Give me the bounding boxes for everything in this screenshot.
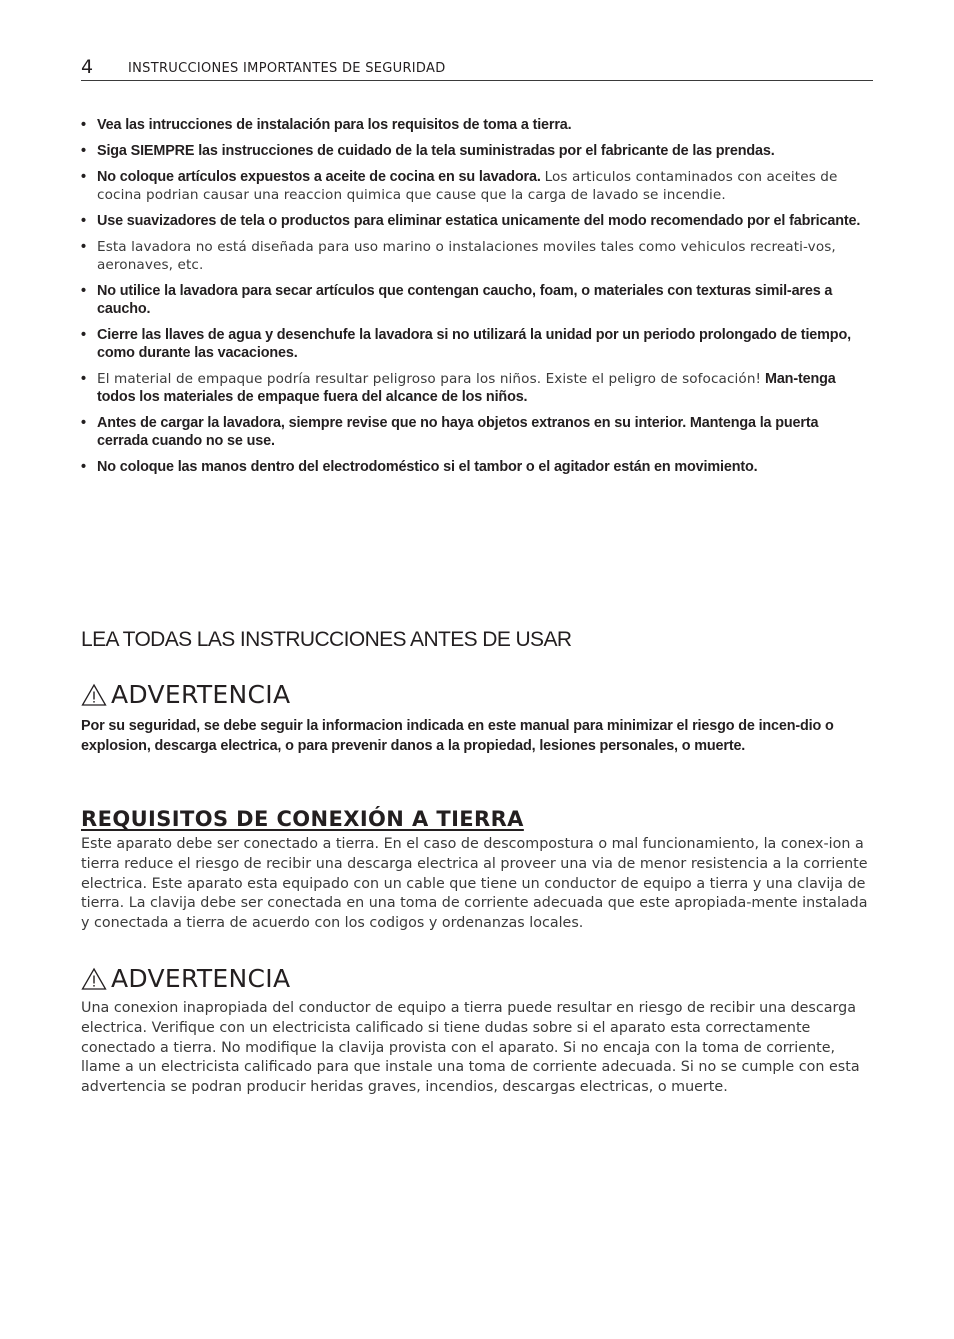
bullet-normal-text: Los articulos contaminados con aceites de cocina podrian causar una reaccion quimica que cause que la carga de lavado se incendie. (97, 169, 838, 203)
bullet-bold-text: Vea las intrucciones de instalación para los requisitos de toma a tierra. (97, 117, 572, 133)
bullet-icon: • (81, 143, 86, 159)
bullet-bold-text: No utilice la lavadora para secar artículos que contengan caucho, foam, o materiales con texturas simil-ares a caucho. (97, 283, 833, 317)
bullet-icon: • (81, 283, 86, 299)
bullet-bold-text: Antes de cargar la lavadora, siempre revise que no haya objetos extranos en su interior. Mantenga la puerta cerrada cuando no se use. (97, 415, 819, 449)
bullet-normal-text: Esta lavadora no está diseñada para uso marino o instalaciones moviles tales como vehiculos recreati-vos, aeronaves, etc. (97, 239, 836, 273)
bullet-bold-text: No coloque artículos expuestos a aceite de cocina en su lavadora. (97, 169, 541, 185)
bullet-icon: • (81, 415, 86, 431)
list-item (81, 212, 873, 230)
running-title: INSTRUCCIONES IMPORTANTES DE SEGURIDAD (128, 61, 446, 76)
list-item (81, 458, 873, 476)
read-all-heading: LEA TODAS LAS INSTRUCCIONES ANTES DE USAR (81, 628, 572, 651)
warning-text: Por su seguridad, se debe seguir la informacion indicada en este manual para minimizar el riesgo de incen-dio o explosion, descarga electrica, o para prevenir danos a la propiedad, lesiones personales, o muerte. (81, 718, 834, 754)
grounding-heading: REQUISITOS DE CONEXIÓN A TIERRA (81, 807, 524, 831)
bullet-icon: • (81, 371, 86, 387)
list-item (81, 282, 873, 318)
warning-heading (81, 964, 290, 994)
list-item (81, 414, 873, 450)
bullet-icon: • (81, 239, 86, 255)
list-item (81, 326, 873, 362)
bullet-bold-text: Siga SIEMPRE las instrucciones de cuidado de la tela suministradas por el fabricante de las prendas. (97, 143, 775, 159)
bullet-icon: • (81, 117, 86, 133)
bullet-icon: • (81, 459, 86, 475)
bullet-bold-text: Cierre las llaves de agua y desenchufe la lavadora si no utilizará la unidad por un periodo prolongado de tiempo, como durante las vacaciones. (97, 327, 851, 361)
list-item (81, 142, 873, 160)
bullet-icon: • (81, 213, 86, 229)
warning-triangle-icon (81, 683, 107, 707)
page-number: 4 (81, 56, 94, 78)
warning-title: ADVERTENCIA (111, 680, 291, 709)
safety-bullet-list (81, 116, 873, 484)
warning-paragraph: Una conexion inapropiada del conductor de equipo a tierra puede resultar en riesgo de recibir una descarga electrica. Verifique con un electricista calificado si tiene dudas sobre si el aparato esta correctamente conectado a tierra. No modifique la clavija provista con el aparato. Si no encaja con la toma de corriente, llame a un electricista calificado para que instale una toma de corriente adecuada. Si no se cumple con esta advertencia se podran producir heridas graves, incendios, descargas electricas, o muerte. (81, 1000, 860, 1096)
list-item (81, 116, 873, 134)
bullet-icon: • (81, 169, 86, 185)
bullet-bold-text: No coloque las manos dentro del electrodoméstico si el tambor o el agitador están en movimiento. (97, 459, 758, 475)
bullet-icon: • (81, 327, 86, 343)
bullet-bold-text: Use suavizadores de tela o productos para eliminar estatica unicamente del modo recomendado por el fabricante. (97, 213, 861, 229)
list-item (81, 370, 873, 406)
bullet-normal-text: El material de empaque podría resultar peligroso para los niños. Existe el peligro de sofocación! (97, 371, 762, 387)
page-header (81, 56, 873, 81)
grounding-paragraph: Este aparato debe ser conectado a tierra. En el caso de descompostura o mal funcionamiento, la conex-ion a tierra reduce el riesgo de recibir una descarga electrica al proveer una via de menor resistencia a la corriente electrica. Este aparato esta equipado con un cable que tiene un conductor de equipo a tierra y una clavija de tierra. La clavija debe ser conectada en una toma de corriente adecuada que este apropiada-mente instalada y conectada a tierra de acuerdo con los codigos y ordenanzas locales. (81, 836, 868, 932)
list-item (81, 238, 873, 274)
bullet-bold-text: Man-tenga todos los materiales de empaque fuera del alcance de los niños. (97, 371, 836, 405)
warning-triangle-icon (81, 967, 107, 991)
warning-title: ADVERTENCIA (111, 964, 291, 993)
list-item (81, 168, 873, 204)
warning-heading (81, 680, 290, 710)
